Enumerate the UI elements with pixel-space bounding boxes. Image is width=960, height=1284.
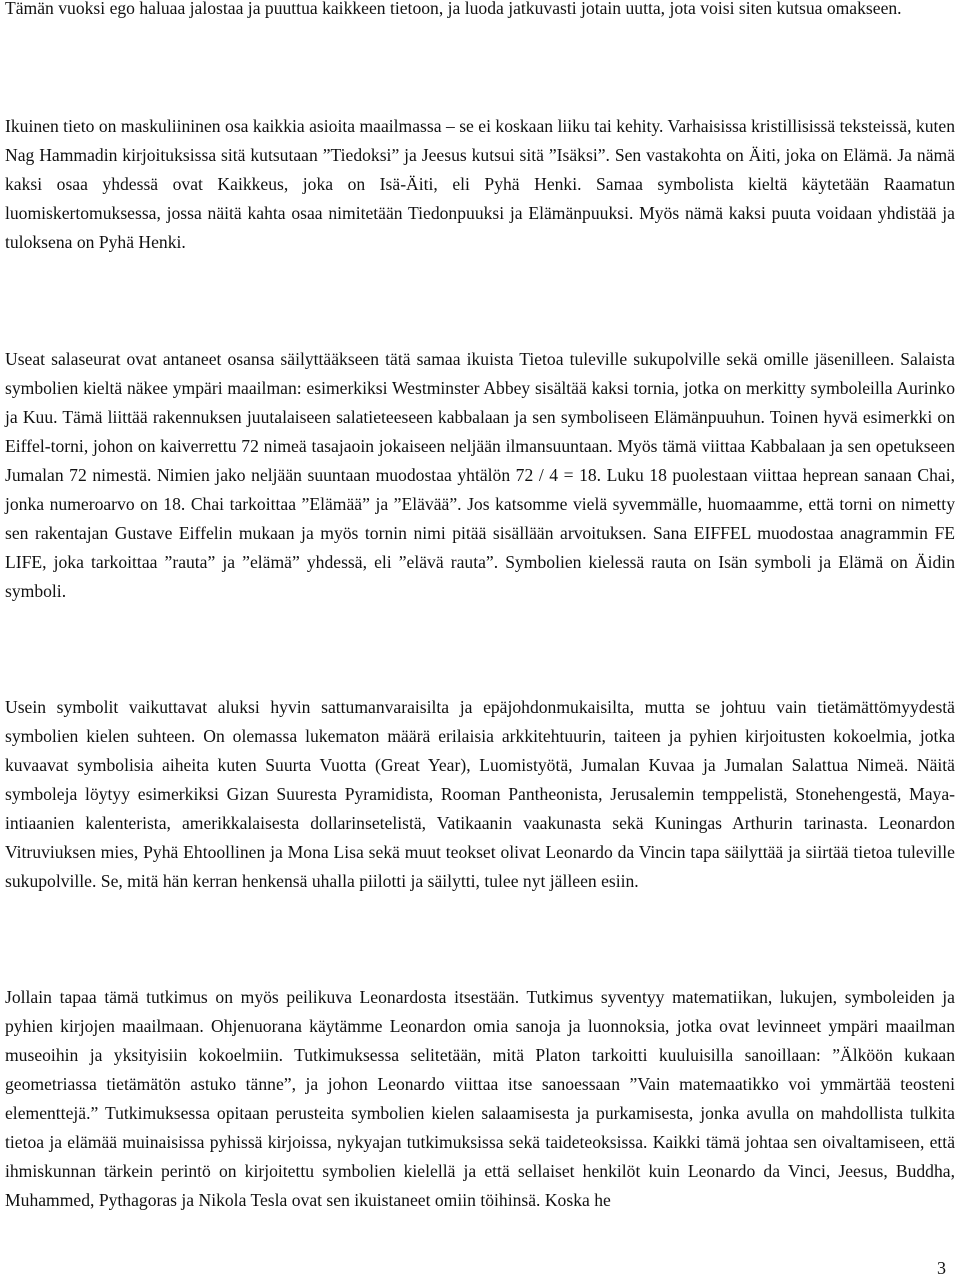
paragraph-2: Ikuinen tieto on maskuliininen osa kaikkia asioita maailmassa – se ei koskaan liiku tai kehity. Varhaisissa kristillisissä teksteissä, kuten Nag Hammadin kirjoituksissa sitä kutsutaan ”Tiedoksi” ja Jeesus kutsui sitä ”Isäksi”. Sen vastakohta on Äiti, joka on Elämä. Ja nämä kaksi osaa yhdessä ovat Kaikkeus, joka on Isä-Äiti, eli Pyhä Henki. Samaa symbolista kieltä käytetään Raamatun luomiskertomuksessa, jossa näitä kahta osaa nimitetään Tiedonpuuksi ja Elämänpuuksi. Myös nämä kaksi puuta voidaan yhdistää ja tuloksena on Pyhä Henki.: [5, 116, 955, 252]
paragraph-5: Jollain tapaa tämä tutkimus on myös peilikuva Leonardosta itsestään. Tutkimus syventyy matematiikan, lukujen, symboleiden ja pyhien kirjojen maailmaan. Ohjenuorana käytämme Leonardon omia sanoja ja luonnoksia, jotka ovat levinneet ympäri maailman museoihin ja yksityisiin kokoelmiin. Tutkimuksessa selitetään, mitä Platon tarkoitti kuuluisilla sanoillaan: ”Älköön kukaan geometriassa tietämätön astuko tänne”, ja johon Leonardo viittaa itse sanoessaan ”Vain matemaatikko voi ymmärtää teosteni elementtejä.” Tutkimuksessa opitaan perusteita symbolien kielen salaamisesta ja purkamisesta, jonka avulla on mahdollista tulkita tietoa ja elämää muinaisissa pyhissä kirjoissa, nykyajan tutkimuksissa sekä taideteoksissa. Kaikki tämä johtaa sen oivaltamiseen, että ihmiskunnan tärkein perintö on kirjoitettu symbolien kielellä ja että sellaiset henkilöt kuin Leonardo da Vinci, Jeesus, Buddha, Muhammed, Pythagoras ja Nikola Tesla ovat sen ikuistaneet omiin töihinsä. Koska he: [5, 987, 955, 1210]
paragraph-1: Tämän vuoksi ego haluaa jalostaa ja puuttua kaikkeen tietoon, ja luoda jatkuvasti jotain uutta, jota voisi siten kutsua omakseen.: [5, 0, 902, 18]
paragraph-3: Useat salaseurat ovat antaneet osansa säilyttääkseen tätä samaa ikuista Tietoa tuleville sukupolville sekä omille jäsenilleen. Salaista symbolien kieltä näkee ympäri maailman: esimerkiksi Westminster Abbey sisältää kaksi tornia, jotka on merkitty symboleilla Aurinko ja Kuu. Tämä liittää rakennuksen juutalaiseen salatieteeseen kabbalaan ja sen symboliseen Elämänpuuhun. Toinen hyvä esimerkki on Eiffel-torni, johon on kaiverrettu 72 nimeä tasajaoin jokaiseen neljään ilmansuuntaan. Myös tämä viittaa Kabbalaan ja sen opetukseen Jumalan 72 nimestä. Nimien jako neljään suuntaan muodostaa yhtälön 72 / 4 = 18. Luku 18 puolestaan viittaa heprean sanaan Chai, jonka numeroarvo on 18. Chai tarkoittaa ”Elämää” ja ”Elävää”. Jos katsomme vielä syvemmälle, huomaamme, että torni on nimetty sen rakentajan Gustave Eiffelin mukaan ja myös tornin nimi pitää sisällään arvoituksen. Sana EIFFEL muodostaa anagrammin FE LIFE, joka tarkoittaa ”rauta” ja ”elämä” yhdessä, eli ”elävä rauta”. Symbolien kielessä rauta on Isän symboli ja Elämä on Äidin symboli.: [5, 349, 955, 601]
paragraph-4: Usein symbolit vaikuttavat aluksi hyvin sattumanvaraisilta ja epäjohdonmukaisilta, mutta se johtuu vain tietämättömyydestä symbolien kielen suhteen. On olemassa lukematon määrä erilaisia arkkitehtuurin, taiteen ja pyhien kirjoitusten kokoelmia, jotka kuvaavat symbolisia aiheita kuten Suurta Vuotta (Great Year), Luomistyötä, Jumalan Kuvaa ja Jumalan Salattua Nimeä. Näitä symboleja löytyy esimerkiksi Gizan Suuresta Pyramidista, Rooman Pantheonista, Jerusalemin temppelistä, Stonehengestä, Maya-intiaanien kalenterista, amerikkalaisesta dollarinsetelistä, Vatikaanin vaakunasta sekä Kuningas Arthurin tarinasta. Leonardon Vitruviuksen mies, Pyhä Ehtoollinen ja Mona Lisa sekä muut teokset olivat Leonardo da Vincin tapa säilyttää ja siirtää tietoa tuleville sukupolville. Se, mitä hän kerran henkensä uhalla piilotti ja säilytti, tulee nyt jälleen esiin.: [5, 697, 955, 891]
page-number: 3: [937, 1258, 946, 1278]
